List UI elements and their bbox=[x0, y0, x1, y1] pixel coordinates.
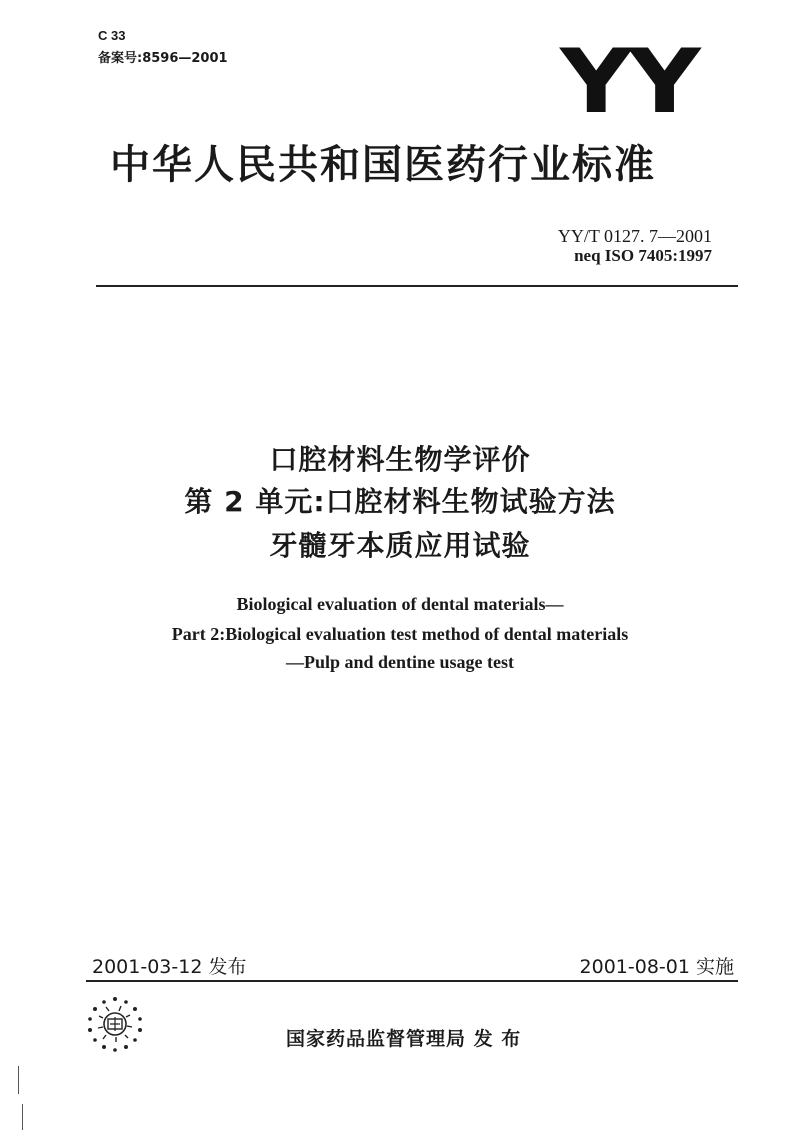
equivalent-standard: neq ISO 7405:1997 bbox=[574, 246, 712, 265]
en-title-line-3: —Pulp and dentine usage test bbox=[285, 652, 515, 672]
scan-margin-mark bbox=[22, 1104, 23, 1130]
yy-logo: YY bbox=[560, 30, 697, 134]
en-title-line-2: Part 2:Biological evaluation test method of dental materials bbox=[171, 624, 629, 644]
header-divider bbox=[96, 285, 738, 287]
cn-title-line-1: 口腔材料生物学评价 bbox=[269, 443, 531, 476]
implementation-date: 2001-08-01 实施 bbox=[579, 956, 734, 978]
en-title-line-1: Biological evaluation of dental materials— bbox=[236, 594, 564, 614]
issuing-authority: 国家药品监督管理局 发 布 bbox=[286, 1028, 522, 1050]
issue-date: 2001-03-12 发布 bbox=[92, 956, 247, 978]
cn-title-line-3: 牙髓牙本质应用试验 bbox=[269, 529, 531, 562]
standard-category-title: 中华人民共和国医药行业标准 bbox=[110, 142, 656, 188]
footer-divider bbox=[86, 980, 738, 982]
classification-code: C 33 bbox=[98, 28, 126, 43]
record-number: 备案号:8596—2001 bbox=[98, 51, 228, 66]
scan-margin-mark bbox=[18, 1066, 19, 1094]
cn-title-line-2: 第 2 单元:口腔材料生物试验方法 bbox=[184, 485, 616, 518]
official-seal-icon bbox=[86, 995, 144, 1053]
standard-number: YY/T 0127. 7—2001 bbox=[557, 226, 712, 246]
